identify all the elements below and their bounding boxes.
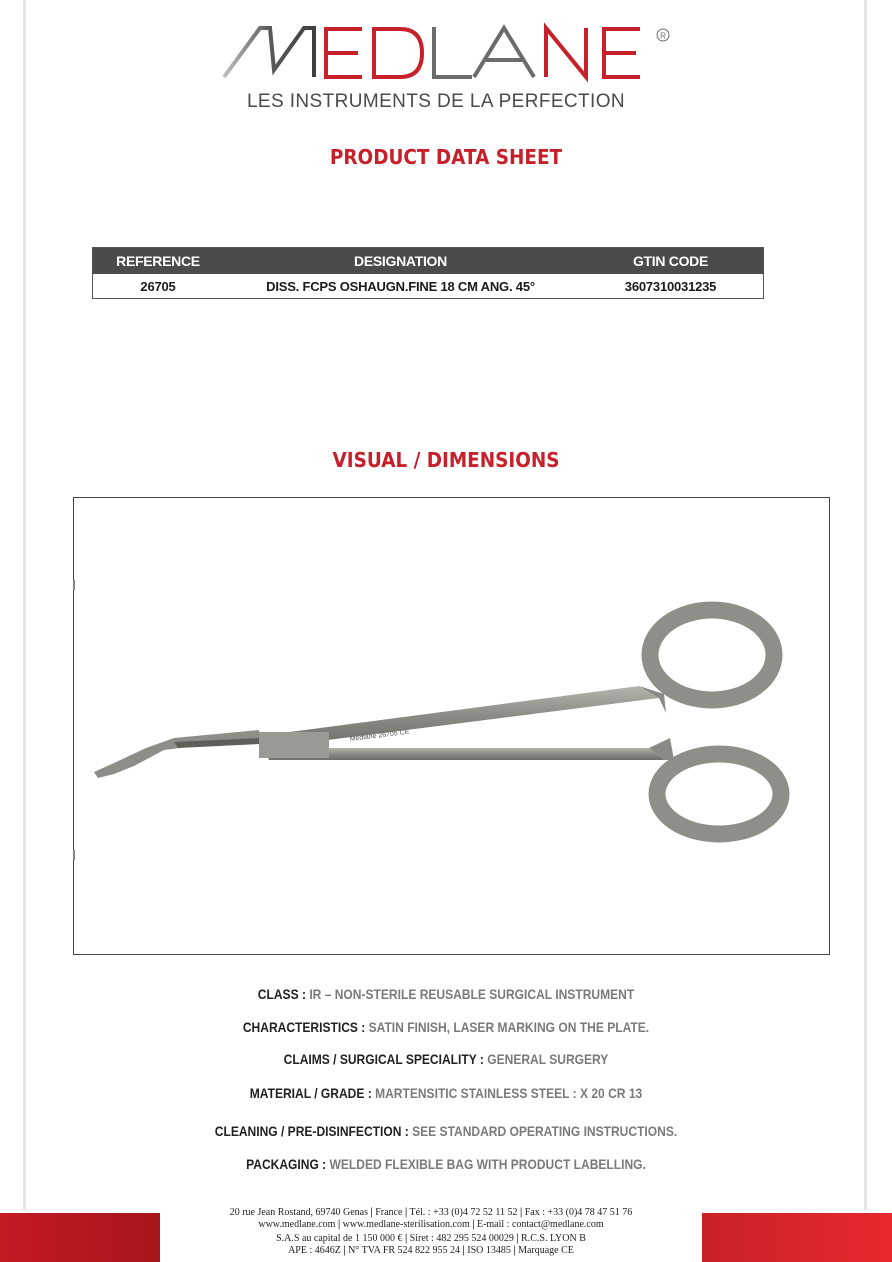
visual-dimensions-title: VISUAL / DIMENSIONS: [332, 448, 560, 472]
spec-label: CHARACTERISTICS :: [242, 1019, 366, 1035]
frame-tick: [73, 580, 75, 590]
forceps-image: [74, 498, 829, 954]
footer-capital: S.A.S au capital de 1 150 000 €: [276, 1233, 403, 1244]
page-frame-left: [23, 0, 26, 1210]
spec-label: CLEANING / PRE-DISINFECTION :: [214, 1123, 409, 1139]
footer-country: France: [375, 1207, 403, 1218]
footer-sterilisation-link[interactable]: www.medlane-sterilisation.com: [342, 1219, 470, 1230]
spec-packaging: [62, 1156, 829, 1172]
footer-siret: Siret : 482 295 524 00029: [409, 1233, 514, 1244]
footer-vat: N° TVA FR 524 822 955 24: [348, 1245, 461, 1256]
footer-phone: Tél. : +33 (0)4 72 52 11 52: [409, 1207, 518, 1218]
footer-address: 20 rue Jean Rostand, 69740 Genas: [229, 1207, 369, 1218]
spec-value: SEE STANDARD OPERATING INSTRUCTIONS.: [408, 1123, 678, 1139]
table-row: [93, 274, 764, 299]
footer-legal-line: S.A.S au capital de 1 150 000 € | Siret : 482 295 524 00029 | R.C.S. LYON B: [276, 1233, 586, 1244]
spec-label: CLAIMS / SURGICAL SPECIALITY :: [283, 1051, 484, 1067]
spec-claims: [62, 1051, 829, 1067]
spec-characteristics: [62, 1019, 829, 1035]
footer-address-line: 20 rue Jean Rostand, 69740 Genas | France | Tél. : +33 (0)4 72 52 11 52 | Fax : +33 (0)4 78 47 51 76: [229, 1207, 633, 1218]
footer-red-bar-right: [702, 1213, 892, 1262]
product-data-sheet-title: PRODUCT DATA SHEET: [329, 145, 563, 169]
footer-rcs: R.C.S. LYON B: [521, 1233, 586, 1244]
instrument-engraving: Medlane 26705 CE: [349, 728, 410, 743]
cell-designation: DISS. FCPS OSHAUGN.FINE 18 CM ANG. 45°: [266, 278, 535, 294]
header-gtin-code: GTIN CODE: [578, 248, 764, 275]
spec-value: SATIN FINISH, LASER MARKING ON THE PLATE.: [365, 1019, 650, 1035]
reference-table: [92, 247, 764, 299]
cell-reference: 26705: [140, 278, 176, 294]
footer-ce-marking: Marquage CE: [518, 1245, 574, 1256]
product-image-frame: [73, 497, 830, 955]
footer-iso: ISO 13485: [467, 1245, 511, 1256]
footer-web-line: www.medlane.com | www.medlane-sterilisation.com | E-mail : contact@medlane.com: [258, 1219, 604, 1230]
spec-label: CLASS :: [257, 986, 306, 1002]
spec-value: IR – NON-STERILE REUSABLE SURGICAL INSTRUMENT: [305, 986, 635, 1002]
spec-label: MATERIAL / GRADE :: [249, 1085, 372, 1101]
spec-cleaning: [62, 1123, 829, 1139]
footer-fax: Fax : +33 (0)4 78 47 51 76: [524, 1207, 633, 1218]
footer-registration-line: APE : 4646Z | N° TVA FR 524 822 955 24 | ISO 13485 | Marquage CE: [288, 1245, 574, 1256]
medlane-logo: [222, 22, 672, 84]
spec-value: MARTENSITIC STAINLESS STEEL : X 20 CR 13: [371, 1085, 643, 1101]
spec-value: GENERAL SURGERY: [483, 1051, 609, 1067]
cell-gtin-code: 3607310031235: [624, 278, 717, 294]
header-reference: REFERENCE: [93, 248, 224, 275]
svg-text:R: R: [660, 31, 666, 41]
spec-label: PACKAGING :: [246, 1156, 327, 1172]
header-designation: DESIGNATION: [223, 248, 578, 275]
page-frame-right: [864, 0, 867, 1210]
spec-material: [62, 1085, 829, 1101]
footer-email[interactable]: E-mail : contact@medlane.com: [476, 1219, 604, 1230]
footer-red-bar-left: [0, 1213, 160, 1262]
brand-tagline: LES INSTRUMENTS DE LA PERFECTION: [246, 91, 626, 112]
table-header-row: [93, 248, 764, 275]
frame-tick: [73, 850, 75, 860]
spec-class: [62, 986, 829, 1002]
footer-website-link[interactable]: www.medlane.com: [258, 1219, 336, 1230]
spec-value: WELDED FLEXIBLE BAG WITH PRODUCT LABELLING.: [326, 1156, 646, 1172]
footer-ape: APE : 4646Z: [288, 1245, 341, 1256]
